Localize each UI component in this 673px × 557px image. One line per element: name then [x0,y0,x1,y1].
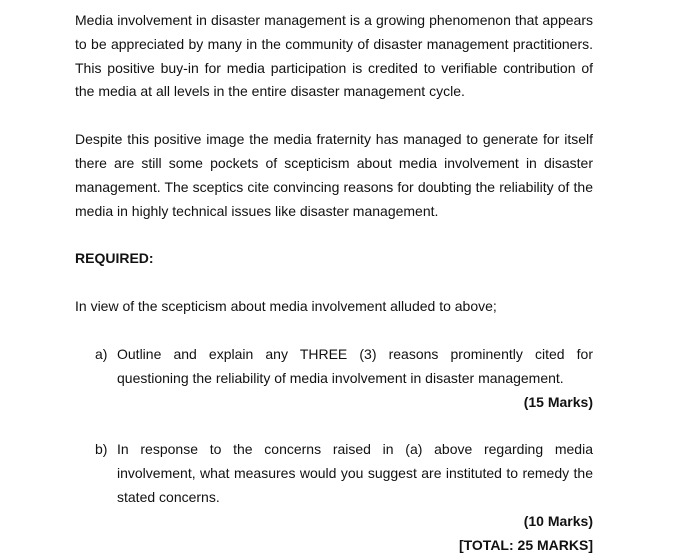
question-item-a [75,343,593,414]
question-item-b [75,438,593,557]
question-marks: (10 Marks) [523,512,593,529]
question-label: b) [95,441,108,458]
question-lead-in: In view of the scepticism about media involvement alluded to above; [75,298,497,315]
question-label: a) [95,345,108,362]
required-heading: REQUIRED: [75,250,154,267]
question-text [117,343,593,410]
exam-question-page [75,9,593,557]
question-text: In response to the concerns raised in (a) above regarding media involvement, what measures would you suggest are instituted to remedy the stated concerns. [117,441,593,505]
question-list [75,343,593,557]
total-marks: [TOTAL: 25 MARKS] [458,536,593,553]
question-a-body: Outline and explain any THREE (3) reasons prominently cited for questioning the reliability of media involvement in disaster management. [117,345,593,386]
question-marks: (15 Marks) [523,393,593,410]
question-marks-line [117,510,593,534]
intro-paragraph-2: Despite this positive image the media fraternity has managed to generate for itself there are still some pockets of scepticism about media involvement in disaster management. The sceptics cite convincing reasons for doubting the reliability of the media in highly technical issues like disaster management. [75,131,593,219]
intro-paragraph-1: Media involvement in disaster management is a growing phenomenon that appears to be appreciated by many in the community of disaster management practitioners. This positive buy-in for media participation is credited to verifiable contribution of the media at all levels in the entire disaster management cycle. [75,12,593,100]
